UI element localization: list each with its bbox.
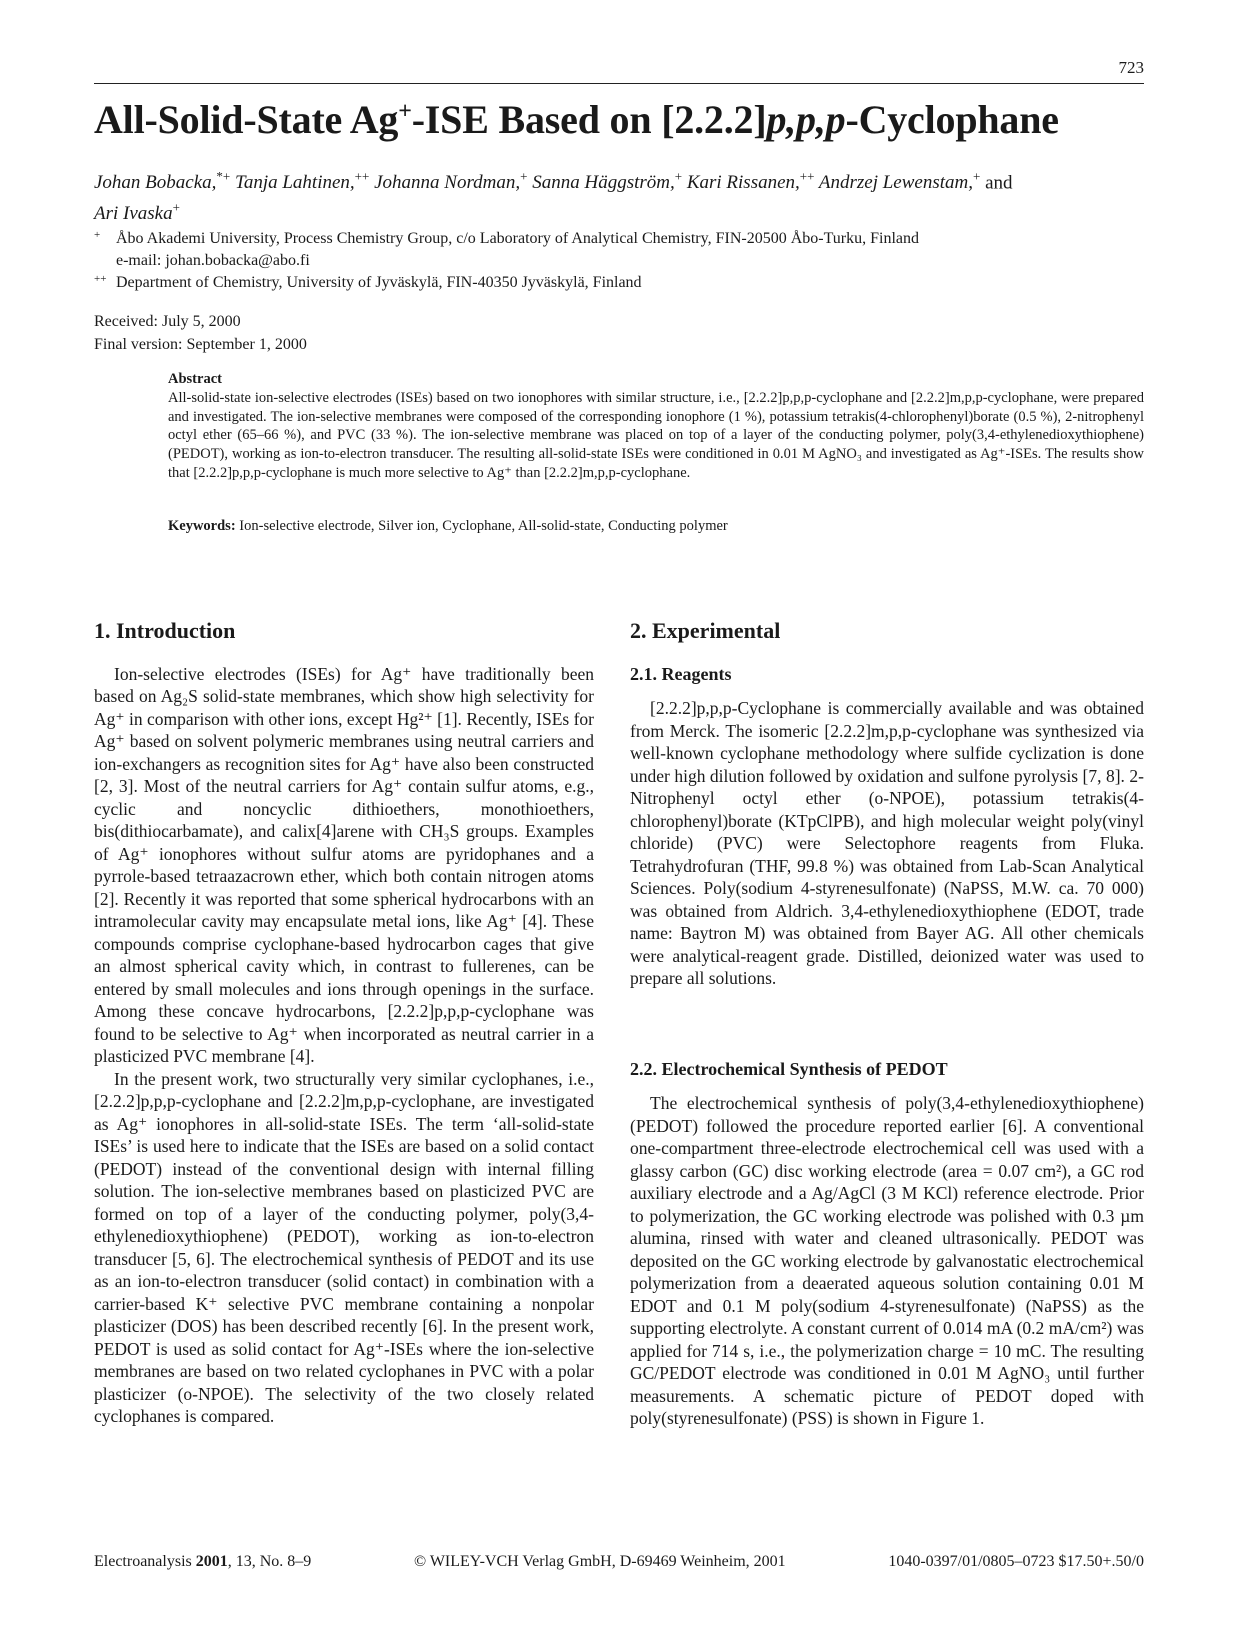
right-column bbox=[630, 620, 1144, 1430]
abstract bbox=[168, 370, 1144, 483]
affiliation: ++ Department of Chemistry, University of Jyväskylä, FIN-40350 Jyväskylä, Finland bbox=[94, 273, 642, 291]
title-part2: -ISE Based on [2.2.2] bbox=[411, 97, 767, 142]
abstract-text: All-solid-state ion-selective electrodes (ISEs) based on two ionophores with similar structure, i.e., [2.2.2]p,p,p-cyclophane and [2.2.2]m,p,p-cyclophane, were prepared and investigated. The ion-selective membranes were composed of the corresponding ionophore (1 %), potassium tetrakis(4-chlorophenyl)borate (0.5 %), 2-nitrophenyl octyl ether (65–66 %), and PVC (33 %). The ion-selective membrane was placed on top of a layer of the conducting polymer, poly(3,4-ethylenedioxythiophene) (PEDOT), working as ion-to-electron transducer. The resulting all-solid-state ISEs were conditioned in 0.01 M AgNO₃ and investigated as Ag⁺-ISEs. The results show that [2.2.2]p,p,p-cyclophane is much more selective to Ag⁺ than [2.2.2]m,p,p-cyclophane. bbox=[168, 389, 1144, 481]
author: Andrzej Lewenstam,+ bbox=[818, 169, 981, 194]
section-heading-experimental: 2. Experimental bbox=[630, 618, 781, 643]
final-version-date: Final version: September 1, 2000 bbox=[94, 336, 307, 353]
paper-title bbox=[94, 96, 1059, 143]
author-conjunction: and bbox=[985, 172, 1013, 194]
column-spacer bbox=[630, 990, 1144, 1058]
affiliation-email: e-mail: johan.bobacka@abo.fi bbox=[116, 252, 310, 269]
keywords bbox=[168, 518, 1144, 535]
affiliation: + Åbo Akademi University, Process Chemistry Group, c/o Laboratory of Analytical Chemistry, FIN-20500 Åbo-Turku, Finland bbox=[94, 229, 920, 247]
page-number: 723 bbox=[1118, 58, 1144, 77]
title-part1: All-Solid-State Ag bbox=[94, 97, 399, 142]
author: Sanna Häggström,+ bbox=[532, 169, 683, 194]
keywords-text: Ion-selective electrode, Silver ion, Cyclophane, All-solid-state, Conducting polymer bbox=[239, 518, 728, 534]
header-rule bbox=[94, 83, 1144, 84]
received-date: Received: July 5, 2000 bbox=[94, 313, 241, 330]
abstract-heading: Abstract bbox=[168, 371, 222, 387]
keywords-label: Keywords: bbox=[168, 518, 236, 534]
paragraph: Ion-selective electrodes (ISEs) for Ag⁺ have traditionally been based on Ag₂S solid-state membranes, which show high selectivity for Ag⁺ in comparison with other ions, except Hg²⁺ [1]. Recently, ISEs for Ag⁺ based on solvent polymeric membranes using neutral carriers and ion-exchangers as recognition sites for Ag⁺ have also been constructed [2, 3]. Most of the neutral carriers for Ag⁺ contain sulfur atoms, e.g., cyclic and noncyclic dithioethers, monothioethers, bis(dithiocarbamate), and calix[4]arene with CH₃S groups. Examples of Ag⁺ ionophores without sulfur atoms are pyridophanes and a pyrrole-based tetraazacrown ether, which both contain nitrogen atoms [2]. Recently it was reported that some spherical hydrocarbons with an intramolecular cavity may encapsulate metal ions, like Ag⁺ [4]. These compounds comprise cyclophane-based hydrocarbon cages that give an almost spherical cavity which, in contrast to fullerenes, can be entered by small molecules and ions through openings in the surface. Among these concave hydrocarbons, [2.2.2]p,p,p-cyclophane was found to be selective to Ag⁺ when incorporated as neutral carrier in a plasticized PVC membrane [4]. bbox=[94, 663, 594, 1066]
author: Tanja Lahtinen,++ bbox=[235, 169, 370, 194]
author: Ari Ivaska+ bbox=[94, 199, 180, 224]
journal-citation: Electroanalysis 2001, 13, No. 8–9 bbox=[94, 1553, 312, 1570]
title-part3: -Cyclophane bbox=[845, 97, 1059, 142]
subsection-heading-reagents: 2.1. Reagents bbox=[630, 663, 732, 684]
section-heading-introduction: 1. Introduction bbox=[94, 618, 236, 643]
paragraph: The electrochemical synthesis of poly(3,4-ethylenedioxythiophene) (PEDOT) followed the procedure reported earlier [6]. A conventional one-compartment three-electrode electrochemical cell was used with a glassy carbon (GC) disc working electrode (area = 0.07 cm²), a GC rod auxiliary electrode and a Ag/AgCl (3 M KCl) reference electrode. Prior to polymerization, the GC working electrode was polished with 0.3 µm alumina, rinsed with water and cleaned ultrasonically. PEDOT was deposited on the GC working electrode by galvanostatic electrochemical polymerization from a deaerated aqueous solution containing 0.01 M EDOT and 0.1 M poly(sodium 4-styrenesulfonate) (NaPSS) as the supporting electrolyte. A constant current of 0.014 mA (0.2 mA/cm²) was applied for 714 s, i.e., the polymerization charge = 10 mC. The resulting GC/PEDOT electrode was conditioned in 0.01 M AgNO₃ until further measurements. A schematic picture of PEDOT doped with poly(styrenesulfonate) (PSS) is shown in Figure 1. bbox=[630, 1093, 1144, 1428]
paragraph: [2.2.2]p,p,p-Cyclophane is commercially available and was obtained from Merck. The isomeric [2.2.2]m,p,p-cyclophane was synthesized via well-known cyclophane methodology where sulfide cyclization is done under high dilution followed by oxidation and sulfone pyrolysis [7, 8]. 2-Nitrophenyl octyl ether (o-NPOE), potassium tetrakis(4-chlorophenyl)borate (KTpClPB), and high molecular weight poly(vinyl chloride) (PVC) were Selectophore reagents from Fluka. Tetrahydrofuran (THF, 99.8 %) was obtained from Lab-Scan Analytical Sciences. Poly(sodium 4-styrenesulfonate) (NaPSS, M.W. ca. 70 000) was obtained from Aldrich. 3,4-ethylenedioxythiophene (EDOT, trade name: Baytron M) was obtained from Bayer AG. All other chemicals were analytical-reagent grade. Distilled, deionized water was used to prepare all solutions. bbox=[630, 698, 1144, 988]
author: Johan Bobacka,*+ bbox=[94, 169, 231, 194]
subsection-heading-synthesis: 2.2. Electrochemical Synthesis of PEDOT bbox=[630, 1058, 948, 1079]
left-column bbox=[94, 620, 594, 1428]
article-code: 1040-0397/01/0805–0723 $17.50+.50/0 bbox=[888, 1553, 1144, 1570]
author: Johanna Nordman,+ bbox=[374, 169, 528, 194]
page-footer bbox=[94, 1553, 1144, 1571]
author: Kari Rissanen,++ bbox=[686, 169, 815, 194]
paragraph: In the present work, two structurally very similar cyclophanes, i.e., [2.2.2]p,p,p-cyclophane and [2.2.2]m,p,p-cyclophane, are investigated as Ag⁺ ionophores in all-solid-state ISEs. The term ‘all-solid-state ISEs’ is used here to indicate that the ISEs are based on a solid contact (PEDOT) instead of the conventional design with internal filling solution. The ion-selective membranes based on plasticized PVC are formed on top of a layer of the conducting polymer, poly(3,4-ethylenedioxythiophene) (PEDOT), working as ion-to-electron transducer [5, 6]. The electrochemical synthesis of PEDOT and its use as an ion-to-electron transducer (solid contact) in combination with a carrier-based K⁺ selective PVC membrane containing a nonpolar plasticizer (DOS) has been described recently [6]. In the present work, PEDOT is used as solid contact for Ag⁺-ISEs where the ion-selective membranes are based on two related cyclophanes in PVC with a polar plasticizer (o-NPOE). The selectivity of the two closely related cyclophanes is compared. bbox=[94, 1068, 594, 1426]
title-italic: p,p,p bbox=[766, 97, 846, 142]
dates bbox=[94, 310, 307, 356]
author-list bbox=[94, 165, 1144, 226]
copyright: © WILEY-VCH Verlag GmbH, D-69469 Weinheim, 2001 bbox=[413, 1553, 786, 1570]
title-sup: + bbox=[398, 98, 412, 125]
